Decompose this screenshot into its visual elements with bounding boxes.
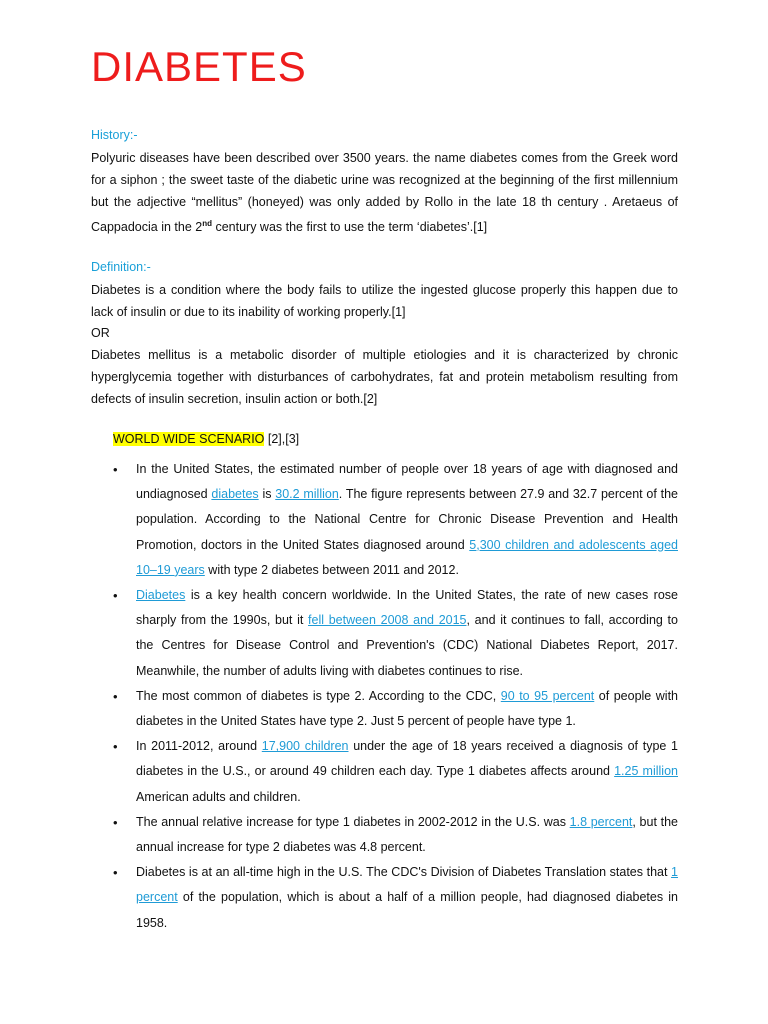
bullet-text: is a key health concern worldwide. In the United States, the rate of new cases rose sharply from the 1990s, but it — [136, 588, 678, 628]
link-fell-2008-2015[interactable]: fell between 2008 and 2015 — [308, 613, 467, 628]
bullet-text: . The figure represents between 27.9 and 32.7 percent of the population. According to the National Centre for Chronic Disease Prevention and Health Promotion, doctors in the United States diagnosed around — [136, 487, 678, 552]
scenario-list — [113, 457, 678, 936]
bullet-text: , but the annual increase for type 2 diabetes was 4.8 percent. — [136, 814, 678, 855]
bullet-text: , and it continues to fall, according to the Centres for Disease Control and Prevention's (CDC) National Diabetes Report, 2017. Meanwhile, the number of adults living with diabetes continues to rise. — [136, 613, 678, 678]
history-superscript: nd — [202, 219, 212, 228]
list-item — [113, 860, 678, 936]
bullet-text: In 2011-2012, around — [136, 739, 262, 754]
link-1-25-million[interactable]: 1.25 million — [614, 764, 678, 779]
bullet-text: Diabetes is at an all-time high in the U.S. The CDC's Division of Diabetes Translation states that — [136, 865, 672, 880]
bullet-text: The annual relative increase for type 1 diabetes in 2002-2012 in the U.S. was — [136, 814, 570, 829]
scenario-heading: WORLD WIDE SCENARIO — [113, 432, 265, 446]
link-5300-children[interactable]: 5,300 children and adolescents aged 10–19 years — [136, 537, 678, 577]
definition-or: OR — [91, 326, 110, 340]
link-17900-children[interactable]: 17,900 children — [261, 739, 349, 754]
bullet-text: is — [258, 487, 276, 502]
list-item — [113, 457, 678, 583]
definition-heading: Definition:- — [91, 260, 151, 274]
bullet-text: The most common of diabetes is type 2. According to the CDC, — [136, 688, 501, 703]
definition-paragraph-2: Diabetes mellitus is a metabolic disorder of multiple etiologies and it is characterized by chronic hyperglycemia together with disturbances of carbohydrates, fat and protein metabolism resulting from defects of insulin secretion, insulin action or both.[2] — [91, 348, 678, 406]
link-1-8-percent[interactable]: 1.8 percent — [569, 814, 633, 829]
history-text-end: century was the first to use the term ‘diabetes’.[1] — [211, 220, 488, 235]
link-diabetes[interactable]: diabetes — [211, 487, 259, 502]
bullet-text: of the population, which is about a half of a million people, had diagnosed diabetes in 1958. — [136, 890, 678, 930]
list-item — [113, 810, 678, 860]
bullet-text: under the age of 18 years received a diagnosis of type 1 diabetes in the U.S., or around 49 children each day. Type 1 diabetes affects around — [136, 739, 679, 779]
history-text: Polyuric diseases have been described over 3500 years. the name diabetes comes from the Greek word for a siphon ; the sweet taste of the diabetic urine was recognized at the beginning of the first millennium but the adjective “mellitus” (honeyed) was only added by Rollo in the late 18 th century . Aretaeus of Cappadocia in the 2 — [91, 151, 678, 235]
link-diabetes-2[interactable]: Diabetes — [136, 588, 186, 603]
bullet-text: with type 2 diabetes between 2011 and 2012. — [204, 562, 459, 577]
list-item — [113, 684, 678, 734]
history-heading: History:- — [91, 128, 138, 142]
link-90-95-percent[interactable]: 90 to 95 percent — [500, 688, 595, 703]
list-item — [113, 583, 678, 684]
definition-paragraph-1: Diabetes is a condition where the body fails to utilize the ingested glucose properly this happen due to lack of insulin or due to its inability of working properly.[1] — [91, 283, 678, 319]
history-paragraph — [91, 147, 678, 238]
scenario-refs: [2],[3] — [264, 432, 300, 446]
list-item — [113, 734, 678, 810]
bullet-text: of people with diabetes in the United States have type 2. Just 5 percent of people have type 1. — [136, 688, 679, 729]
bullet-text: In the United States, the estimated number of people over 18 years of age with diagnosed and undiagnosed — [136, 462, 678, 502]
link-1-percent[interactable]: 1 percent — [136, 865, 678, 905]
bullet-text: American adults and children. — [136, 789, 301, 804]
scenario-heading-line — [113, 432, 299, 446]
document-title: DIABETES — [91, 43, 307, 90]
link-30-2-million[interactable]: 30.2 million — [275, 487, 339, 502]
